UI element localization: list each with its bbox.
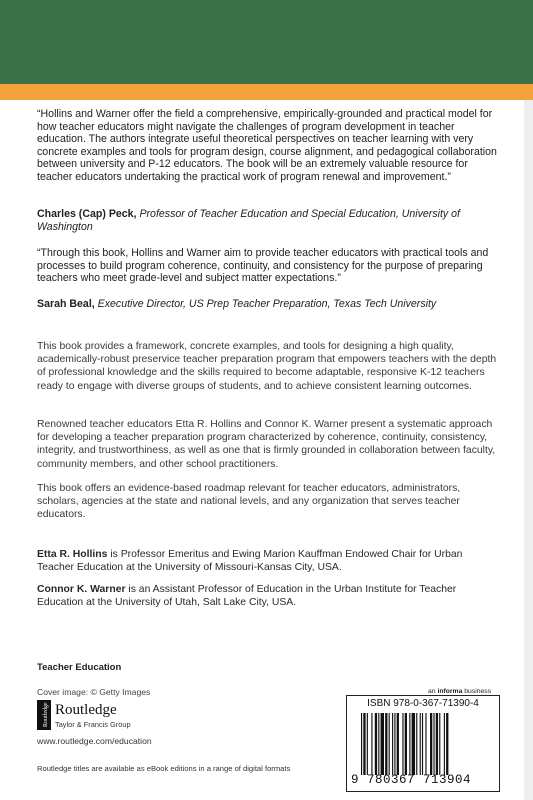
barcode-bar [436,713,438,775]
author-name-1: Etta R. Hollins [37,549,108,560]
barcode-bar [433,713,434,775]
barcode-bar [405,713,407,775]
barcode-bar [422,713,423,775]
author-bio-2 [37,583,499,609]
barcode-bar [444,713,445,775]
barcode-bars-icon [361,713,489,775]
barcode-bar [381,713,384,775]
barcode-bar [409,713,410,775]
publisher-group: Taylor & Francis Group [55,720,131,729]
author-bio-text-2: is an Assistant Professor of Education in the Urban Institute for Teacher Education at the University of Utah, Salt Lake City, USA. [37,584,457,609]
barcode-bar [402,713,403,775]
isbn-number: ISBN 978-0-367-71390-4 [367,698,479,709]
barcode-digits: 9 780367 713904 [351,773,472,787]
series-label: Teacher Education [37,662,122,673]
spine-edge [524,100,533,800]
publisher-website: www.routledge.com/education [37,736,152,746]
endorsement-attribution-1 [37,208,497,233]
author-name-2: Connor K. Warner [37,584,126,595]
description-paragraph-3: This book offers an evidence-based roadmap relevant for teacher educators, administrators, scholars, agencies at the state and national levels, and any organization that serves teacher educators. [37,483,461,521]
publisher-name: Routledge [55,702,117,718]
barcode-bar [416,713,417,775]
barcode-bar [385,713,387,775]
routledge-logo-icon [37,700,51,730]
description-paragraph-2: Renowned teacher educators Etta R. Hollins and Connor K. Warner present a systematic approach for developing a teacher preparation program characterized by coherence, continuity, consistency, integrity, and trustworthiness, as well as one that is firmly grounded in collaboration between faculty, community members, and other school practitioners. [37,419,496,470]
barcode-bar [446,713,448,775]
informa-word: informa [437,688,463,695]
publisher-logo [37,700,177,730]
informa-business-label [428,688,491,695]
barcode-bar [430,713,432,775]
barcode-bar [375,713,377,775]
barcode-bar [363,713,365,775]
barcode-bar [412,713,415,775]
endorser-role-2: Executive Director, US Prep Teacher Preparation, Texas Tech University [94,298,437,310]
informa-prefix: an [428,688,438,695]
description-paragraph-1: This book provides a framework, concrete examples, and tools for designing a high quality, academically-robust preservice teacher preparation program that empowers teachers with the depth of professional knowledge and the skills required to become adaptable, responsive K-12 teachers ready to engage with diverse groups of students, and to achieve consistent learning outcomes. [37,341,497,392]
author-bio-1 [37,548,499,574]
endorser-name-1: Charles (Cap) Peck, [37,208,137,220]
barcode-bar [420,713,421,775]
endorsement-quote-1: “Hollins and Warner offer the field a comprehensive, empirically-grounded and practical model for how teacher educators might navigate the challenges of program development in teacher education. The authors integrate useful theoretical perspectives on teacher learning with very concrete examples and tools for program design, course alignment, and pedagogical collaboration between university and P-12 educators. The book will be an extremely valuable resource for teacher educators undertaking the practical work of program renewal and improvement.” [37,108,497,183]
barcode-bar [397,713,399,775]
endorsement-attribution-2 [37,298,436,311]
barcode-bar [394,713,395,775]
barcode-bar [367,713,368,775]
endorser-role-1: Professor of Teacher Education and Special Education, University of Washington [37,208,461,233]
barcode-bar [371,713,372,775]
cover-image-credit: Cover image: © Getty Images [37,687,151,697]
endorser-name-2: Sarah Beal, [37,298,95,310]
informa-suffix: business [462,688,492,695]
endorsement-quote-2: “Through this book, Hollins and Warner aim to provide teacher educators with practical tools and processes to build program coherence, continuity, and consistency for the purpose of preparing teachers who meet grade-level and subject matter expectations.” [37,247,489,285]
barcode-bar [361,713,362,775]
orange-stripe [0,84,533,100]
ebook-note: Routledge titles are available as eBook editions in a range of digital formats [37,764,291,773]
barcode-bar [392,713,393,775]
barcode-bar [389,713,390,775]
isbn-barcode [346,695,500,792]
top-color-band [0,0,533,84]
logo-mark-text: Routledge [43,702,49,727]
barcode-bar [439,713,440,775]
barcode-bar [425,713,426,775]
barcode-bar [378,713,379,775]
author-bio-text-1: is Professor Emeritus and Ewing Marion Kauffman Endowed Chair for Urban Teacher Education at the University of Missouri-Kansas City, USA. [37,549,463,574]
